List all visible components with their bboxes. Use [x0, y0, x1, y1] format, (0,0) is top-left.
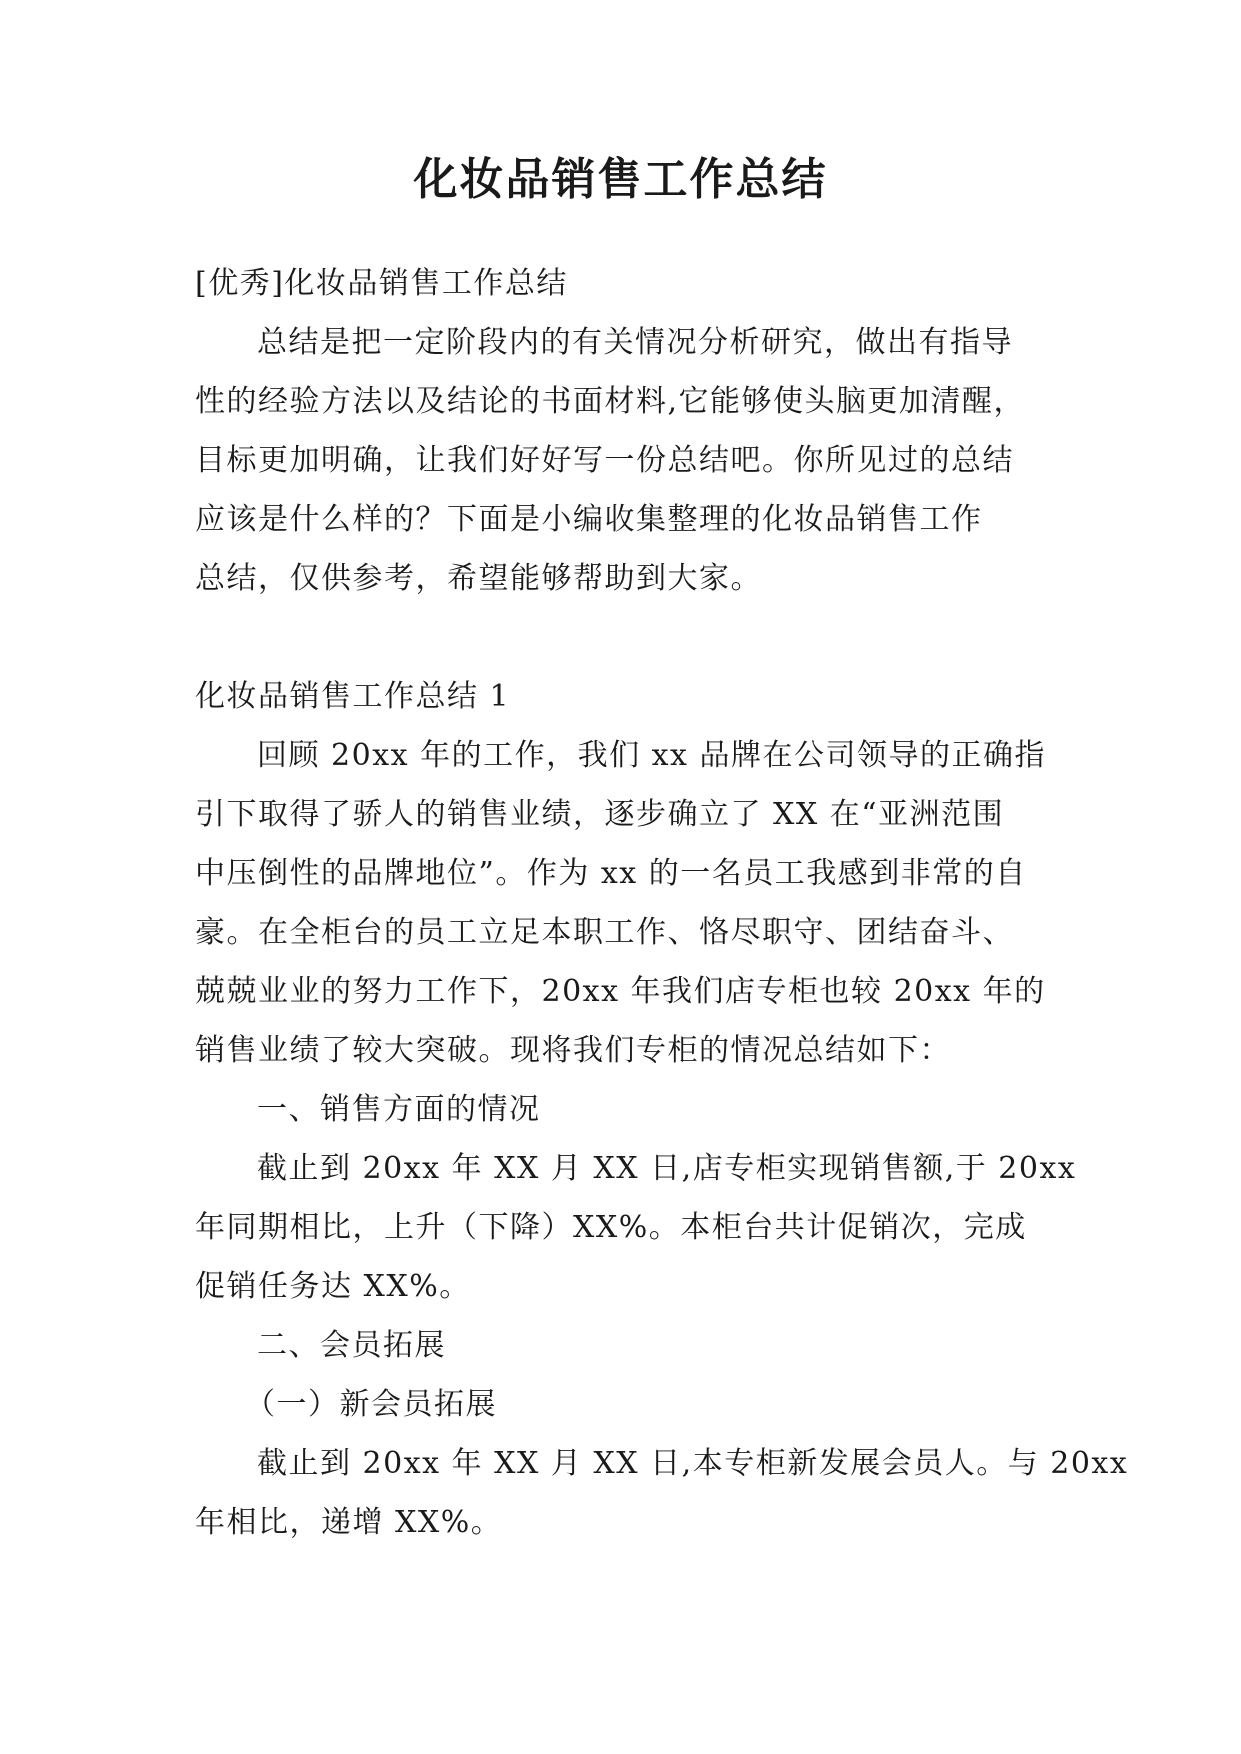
section-paragraph-line: 兢兢业业的努力工作下，20xx 年我们店专柜也较 20xx 年的 — [195, 974, 1046, 1009]
members-paragraph-line: 截止到 20xx 年 XX 月 XX 日,本专柜新发展会员人。与 20xx — [257, 1446, 1129, 1481]
members-paragraph-line: 年相比，递增 XX%。 — [195, 1505, 503, 1540]
intro-paragraph-line: 总结是把一定阶段内的有关情况分析研究，做出有指导 — [257, 325, 1013, 360]
sales-paragraph-line: 年同期相比，上升（下降）XX%。本柜台共计促销次，完成 — [195, 1210, 1027, 1245]
paragraph-spacer — [195, 608, 1055, 667]
intro-paragraph-line: 目标更加明确，让我们好好写一份总结吧。你所见过的总结 — [195, 443, 1014, 478]
section-paragraph-line: 中压倒性的品牌地位”。作为 xx 的一名员工我感到非常的自 — [195, 856, 1027, 891]
heading-sales: 一、销售方面的情况 — [257, 1092, 541, 1127]
section-paragraph-line: 回顾 20xx 年的工作，我们 xx 品牌在公司领导的正确指 — [257, 738, 1046, 773]
section-paragraph-line: 引下取得了骄人的销售业绩，逐步确立了 XX 在“亚洲范围 — [195, 797, 1005, 832]
section-paragraph-line: 销售业绩了较大突破。现将我们专柜的情况总结如下： — [195, 1033, 951, 1068]
intro-paragraph-line: 总结，仅供参考，希望能够帮助到大家。 — [195, 561, 762, 596]
intro-paragraph-line: 性的经验方法以及结论的书面材料,它能够使头脑更加清醒， — [195, 384, 1026, 419]
section-title: 化妆品销售工作总结 1 — [195, 679, 511, 714]
heading-new-members: （一）新会员拓展 — [245, 1387, 497, 1422]
document-subtitle: [优秀]化妆品销售工作总结 — [195, 266, 568, 301]
section-paragraph-line: 豪。在全柜台的员工立足本职工作、恪尽职守、团结奋斗、 — [195, 915, 1014, 950]
sales-paragraph-line: 促销任务达 XX%。 — [195, 1269, 471, 1304]
sales-paragraph-line: 截止到 20xx 年 XX 月 XX 日,店专柜实现销售额,于 20xx — [257, 1151, 1077, 1186]
heading-members: 二、会员拓展 — [257, 1328, 446, 1363]
document-body — [195, 254, 1129, 1552]
document-title: 化妆品销售工作总结 — [413, 154, 828, 205]
intro-paragraph-line: 应该是什么样的？下面是小编收集整理的化妆品销售工作 — [195, 502, 983, 537]
